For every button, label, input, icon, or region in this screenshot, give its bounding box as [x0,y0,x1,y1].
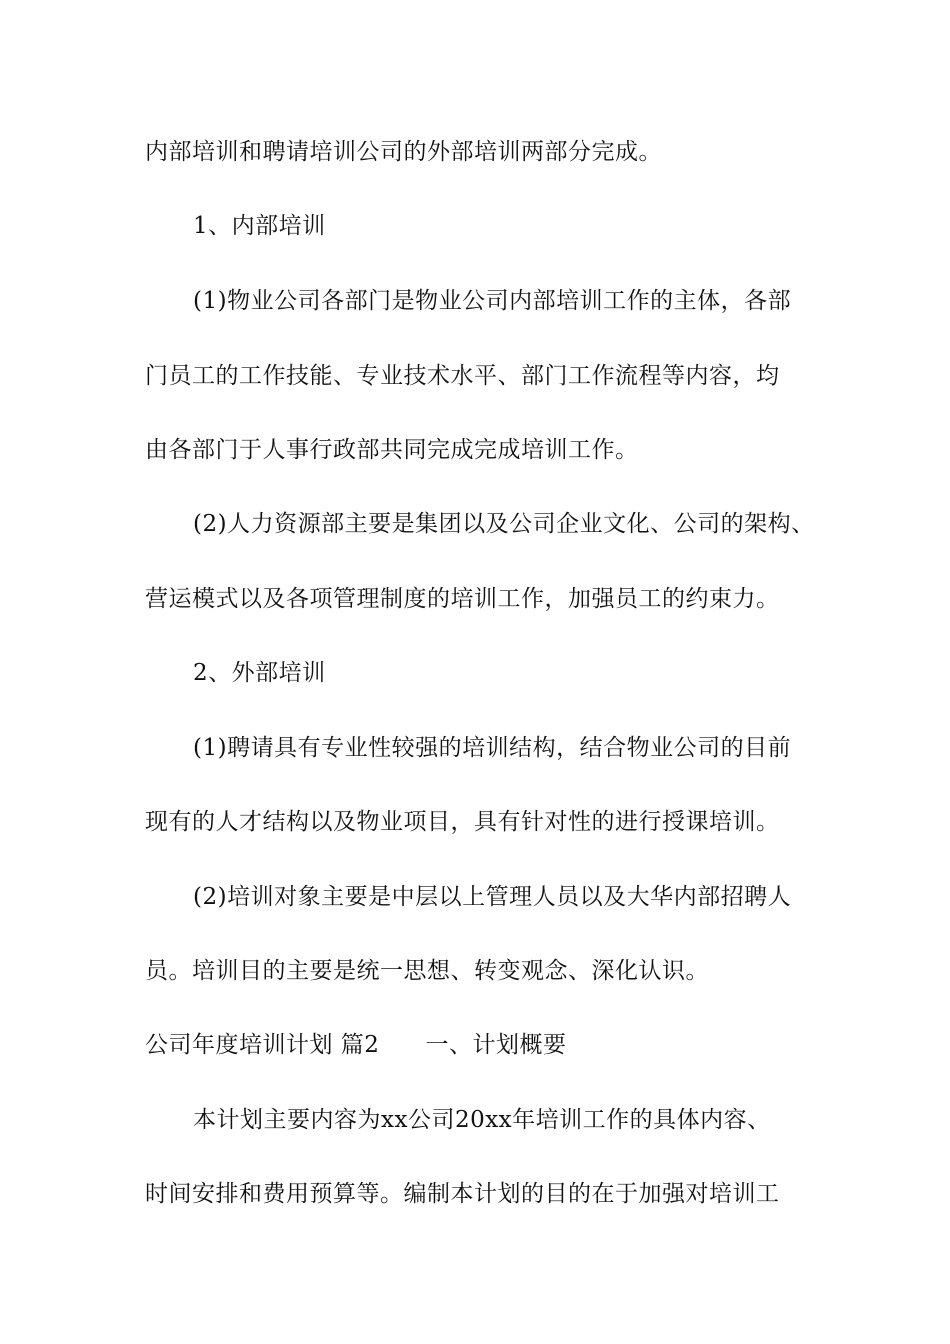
paragraph-line: (1)物业公司各部门是物业公司内部培训工作的主体，各部 [193,288,792,314]
paragraph-line: (2)培训对象主要是中层以上管理人员以及大华内部招聘人 [193,884,792,910]
section-title: 公司年度培训计划 篇2 [145,1032,380,1058]
paragraph-line: 营运模式以及各项管理制度的培训工作，加强员工的约束力。 [145,586,780,612]
paragraph-line: 内部培训和聘请培训公司的外部培训两部分完成。 [145,139,662,165]
paragraph-line: 本计划主要内容为xx公司20xx年培训工作的具体内容、 [193,1107,771,1133]
paragraph-line: 由各部门于人事行政部共同完成完成培训工作。 [145,437,639,463]
section-title-row [145,1030,566,1060]
paragraph-line: (2)人力资源部主要是集团以及公司企业文化、公司的架构、 [193,511,815,537]
paragraph-line: 时间安排和费用预算等。编制本计划的目的在于加强对培训工 [145,1181,780,1207]
paragraph-line: (1)聘请具有专业性较强的培训结构，结合物业公司的目前 [193,735,792,761]
section-heading: 一、计划概要 [425,1032,567,1058]
paragraph-line: 员。培训目的主要是统一思想、转变观念、深化认识。 [145,958,709,984]
subheading-internal-training: 1、内部培训 [193,213,326,239]
paragraph-line: 现有的人才结构以及物业项目，具有针对性的进行授课培训。 [145,809,780,835]
paragraph-line: 门员工的工作技能、专业技术水平、部门工作流程等内容，均 [145,363,780,389]
subheading-external-training: 2、外部培训 [193,660,326,686]
